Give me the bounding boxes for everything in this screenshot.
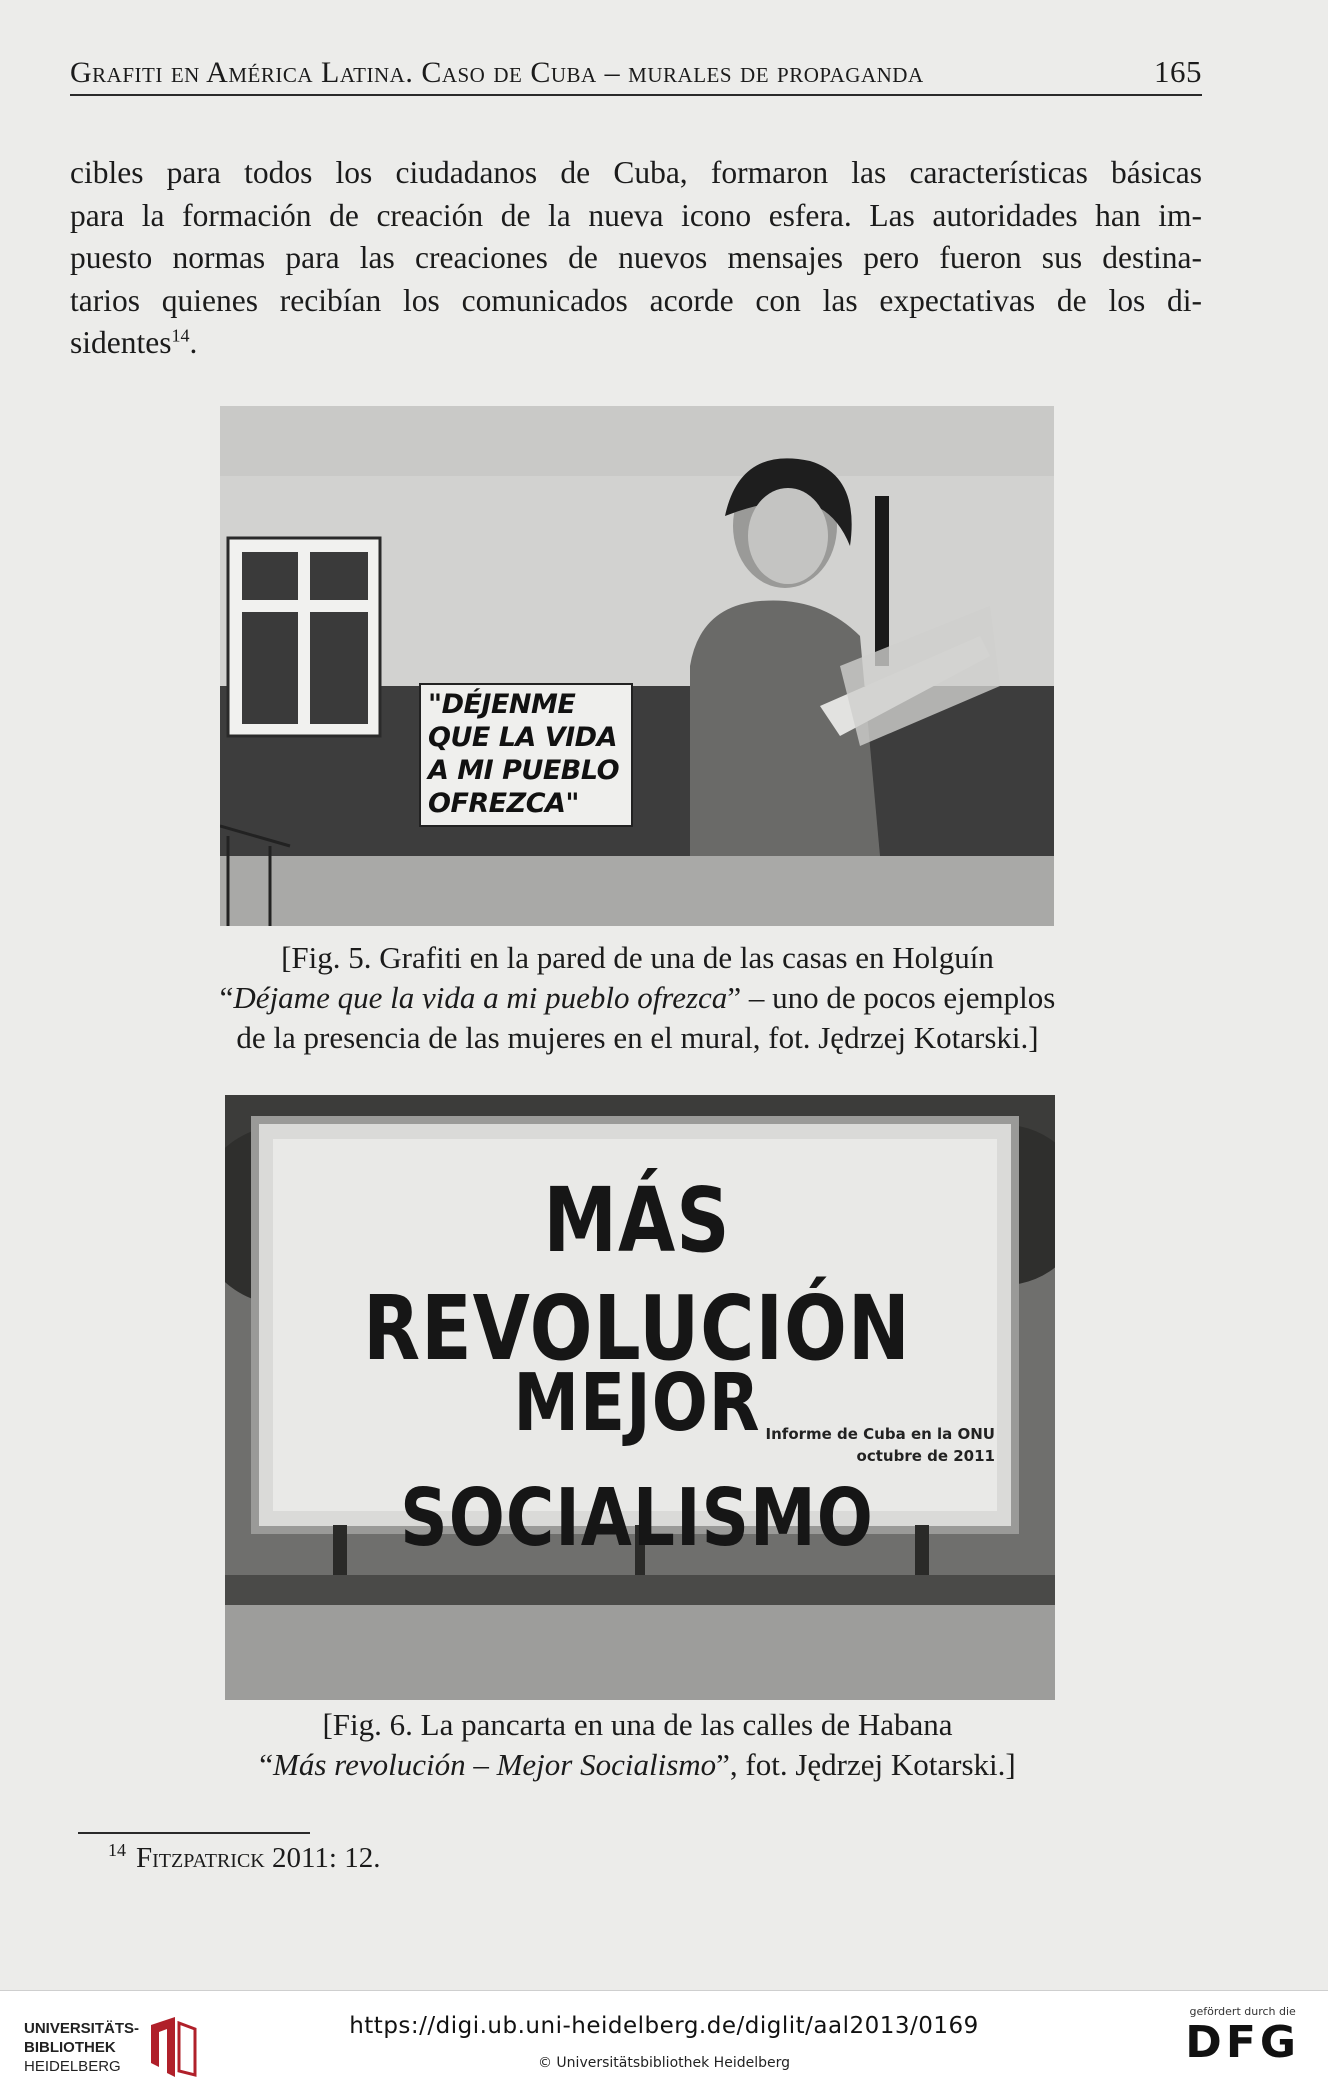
body-last-punct: . (189, 325, 198, 360)
figure-6-caption (150, 1705, 1125, 1785)
funder-logo[interactable] (1185, 2005, 1300, 2068)
body-line: para la formación de creación de la nueva icono esfera. Las autoridades han im- (70, 197, 1202, 233)
body-line: puesto normas para las creaciones de nuevos mensajes pero fueron sus destina- (70, 240, 1202, 275)
caption-quote: Déjame que la vida a mi pueblo ofrezca (233, 980, 728, 1015)
running-title: Grafiti en América Latina. Caso de Cuba – murales de propaganda (70, 56, 924, 89)
mural-slogan-line: "DÉJENME (428, 689, 576, 720)
mural-photo-illustration (220, 406, 1054, 926)
copyright-notice: © Universitätsbibliothek Heidelberg (537, 2055, 790, 2071)
body-last-word: sidentes (70, 325, 172, 360)
permalink[interactable]: https://digi.ub.uni-heidelberg.de/diglit/aal2013/0169 (349, 2013, 979, 2039)
digitization-footer (0, 1990, 1328, 2090)
library-line: UNIVERSITÄTS- (24, 2019, 140, 2037)
mural-slogan-line: A MI PUEBLO (428, 755, 620, 786)
caption-line: [Fig. 6. La pancarta en una de las calles de Habana (322, 1707, 953, 1742)
caption-quote: Más revolución – Mejor Socialismo (273, 1747, 717, 1782)
footnote (108, 1842, 380, 1875)
footnote-citation: 2011: 12. (264, 1842, 381, 1874)
page-number: 165 (1154, 54, 1202, 89)
body-paragraph (70, 152, 1202, 365)
figure-5-caption (150, 938, 1125, 1058)
caption-line: de la presencia de las mujeres en el mural, fot. Jędrzej Kotarski.] (236, 1020, 1039, 1055)
dfg-logo-text: DFG (1185, 2017, 1300, 2068)
library-line: HEIDELBERG (24, 2057, 121, 2075)
caption-line: [Fig. 5. Grafiti en la pared de una de las casas en Holguín (281, 940, 994, 975)
body-line: cibles para todos los ciudadanos de Cuba, formaron las características básicas (70, 155, 1202, 190)
billboard-footnote (695, 1423, 995, 1467)
billboard-text (277, 1169, 997, 1565)
body-line: tarios quienes recibían los comunicados acorde con las expectativas de los di- (70, 282, 1202, 318)
mural-slogan-line: OFREZCA" (428, 788, 579, 819)
footnote-rule (78, 1832, 310, 1834)
caption-text: , fot. Jędrzej Kotarski.] (729, 1747, 1016, 1782)
mural-slogan (428, 688, 628, 820)
figure-5-photo (220, 406, 1054, 926)
figure-6-photo (225, 1095, 1055, 1700)
footnote-number: 14 (108, 1840, 126, 1860)
caption-line: “Más revolución – Mejor Socialismo”, fot. Jędrzej Kotarski.] (259, 1747, 1016, 1782)
running-head (70, 54, 1202, 96)
footnote-author: Fitzpatrick (136, 1842, 265, 1874)
library-line: BIBLIOTHEK (24, 2038, 116, 2056)
caption-text: – uno de pocos ejemplos (741, 980, 1056, 1015)
billboard-small-line: octubre de 2011 (856, 1447, 995, 1465)
funded-by-label: gefördert durch die (1189, 2005, 1296, 2018)
footnote-reference[interactable]: 14 (171, 325, 190, 346)
mural-slogan-line: QUE LA VIDA (428, 722, 617, 753)
caption-line: “Déjame que la vida a mi pueblo ofrezca” – uno de pocos ejemplos (219, 980, 1056, 1015)
billboard-headline-2: MEJOR SOCIALISMO (400, 1356, 874, 1565)
body-line (70, 322, 1202, 365)
billboard-headline-1: MÁS REVOLUCIÓN (363, 1169, 911, 1381)
billboard-small-line: Informe de Cuba en la ONU (765, 1425, 995, 1443)
